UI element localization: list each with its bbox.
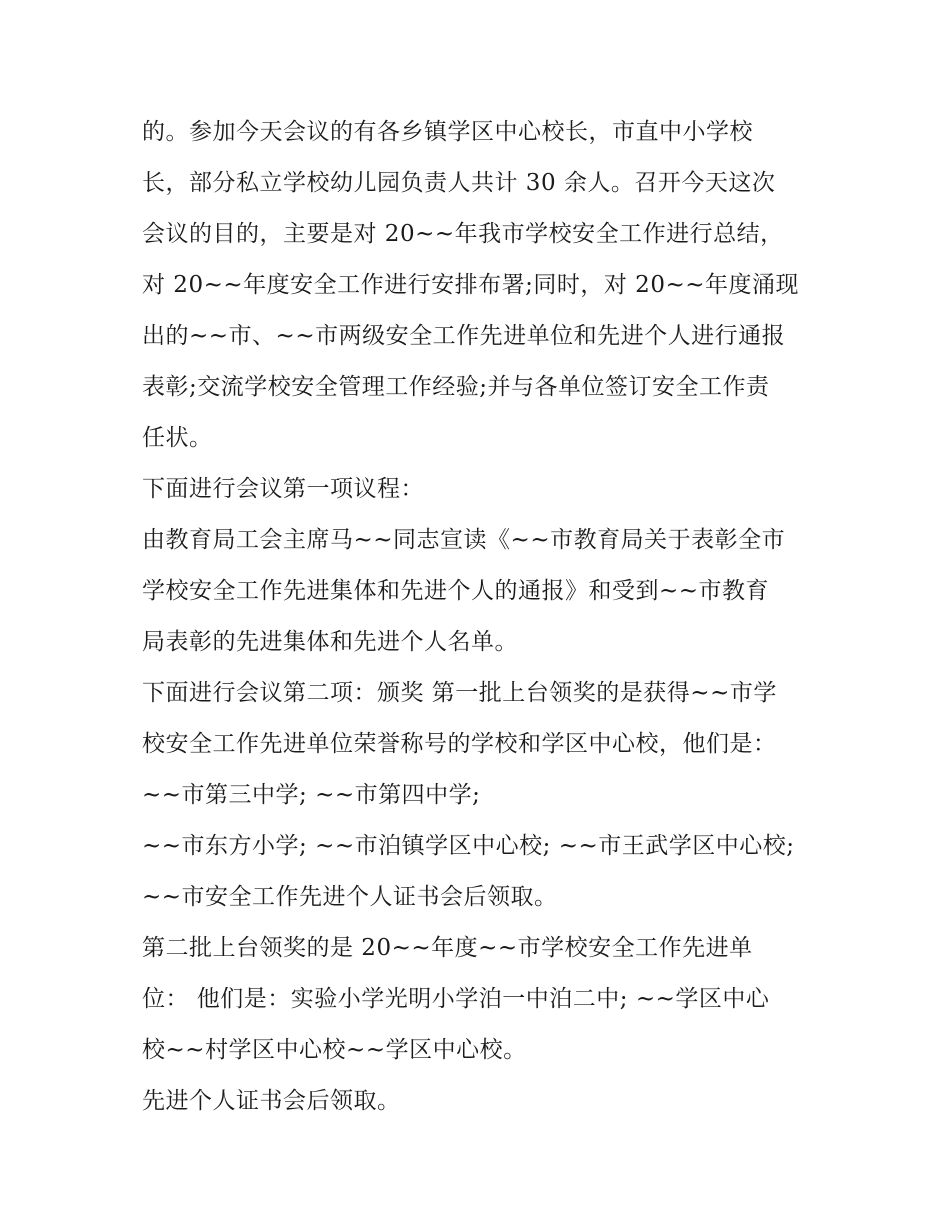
text-line: 局表彰的先进集体和先进个人名单。 xyxy=(142,629,518,655)
text-line: 出的~~市、~~市两级安全工作先进单位和先进个人进行通报 xyxy=(142,323,786,349)
text-line: 先进个人证书会后领取。 xyxy=(142,1088,401,1114)
text-line: 校~~村学区中心校~~学区中心校。 xyxy=(142,1037,527,1063)
text-line: 任状。 xyxy=(142,425,213,451)
document-body xyxy=(142,107,822,1127)
text-line: ~~市安全工作先进个人证书会后领取。 xyxy=(142,884,558,910)
text-line: 会议的目的，主要是对 20~~年我市学校安全工作进行总结， xyxy=(142,221,784,247)
text-line: 校安全工作先进单位荣誉称号的学校和学区中心校，他们是： xyxy=(142,731,777,757)
text-line: 第二批上台领奖的是 20~~年度~~市学校安全工作先进单 xyxy=(142,935,753,961)
text-line: 位： 他们是：实验小学光明小学泊一中泊二中; ~~学区中心 xyxy=(142,986,770,1012)
text-line: ~~市第三中学; ~~市第四中学; xyxy=(142,782,481,808)
text-line: 下面进行会议第二项：颁奖 第一批上台领奖的是获得~~市学 xyxy=(142,680,777,706)
text-line: ~~市东方小学; ~~市泊镇学区中心校; ~~市王武学区中心校; xyxy=(142,833,795,859)
text-line: 长，部分私立学校幼儿园负责人共计 30 余人。召开今天这次 xyxy=(142,170,776,196)
text-line: 的。参加今天会议的有各乡镇学区中心校长，市直中小学校 xyxy=(142,119,753,145)
text-line: 表彰;交流学校安全管理工作经验;并与各单位签订安全工作责 xyxy=(142,374,770,400)
text-line: 学校安全工作先进集体和先进个人的通报》和受到~~市教育 xyxy=(142,578,770,604)
text-line: 对 20~~年度安全工作进行安排布署;同时，对 20~~年度涌现 xyxy=(142,272,799,298)
text-line: 下面进行会议第一项议程： xyxy=(142,476,424,502)
text-line: 由教育局工会主席马~~同志宣读《~~市教育局关于表彰全市 xyxy=(142,527,786,553)
